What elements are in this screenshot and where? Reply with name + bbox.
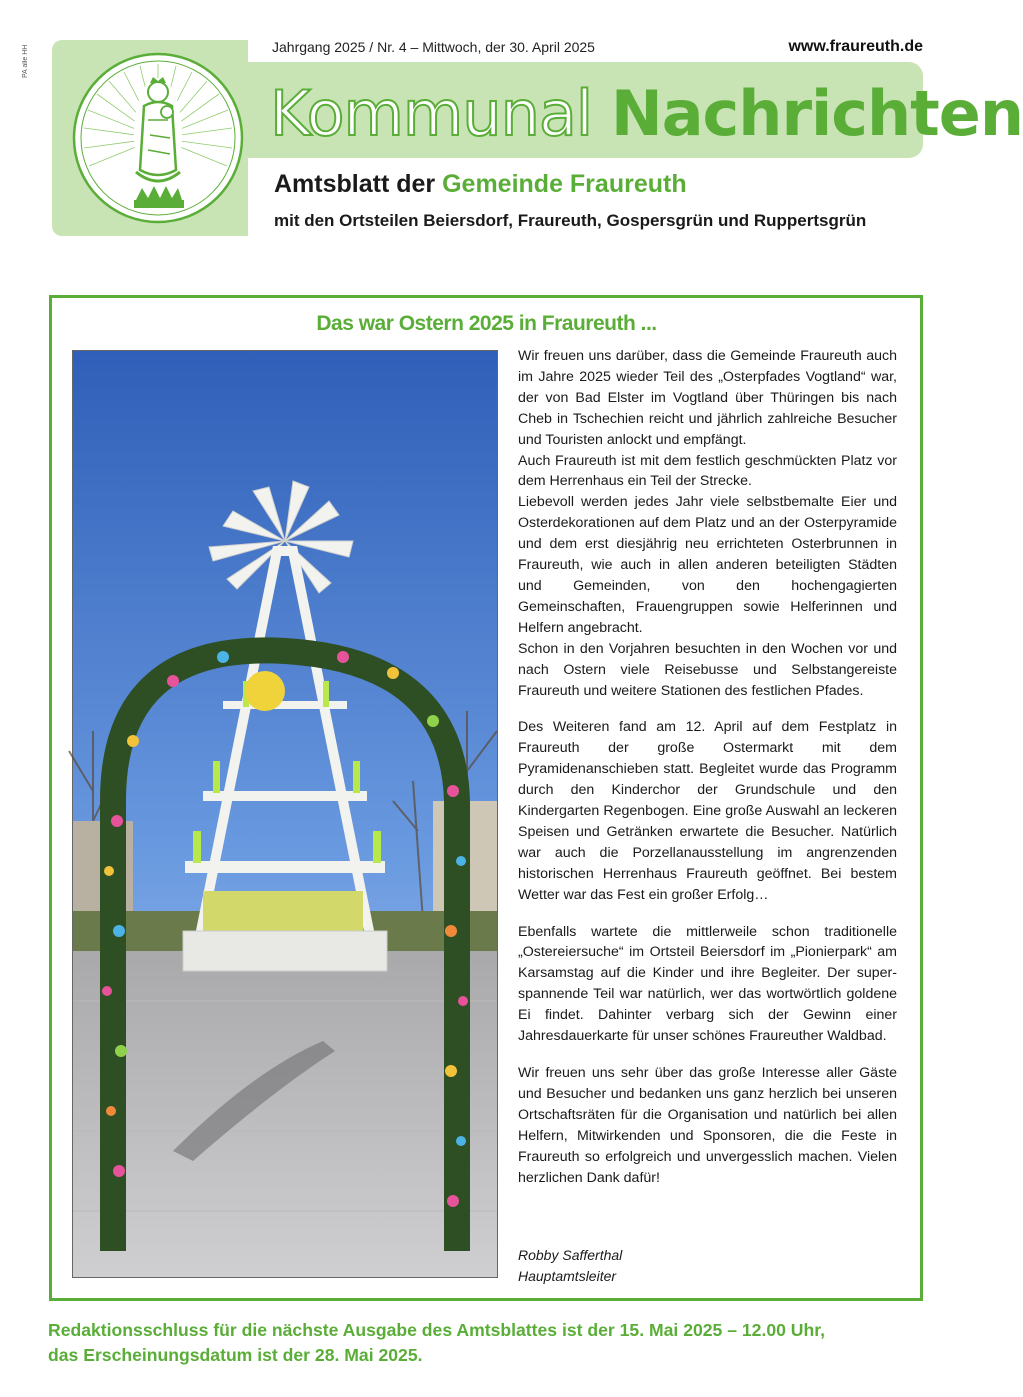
article-paragraph: Wir freuen uns sehr über das große Interesse aller Gäste und Besucher und bedanken uns ganz herzlich bei unseren Ortschaftsräten für die Organisation und natürlich bei allen Helfern, Mitwirkenden und Sponsoren, die die Feste in Fraureuth so erfolgreich und unvergesslich machen. Vielen herzlichen Dank dafür! <box>518 1065 897 1186</box>
masthead-title <box>270 78 1023 150</box>
subtitle <box>274 170 687 199</box>
issue-line: Jahrgang 2025 / Nr. 4 – Mittwoch, der 30. April 2025 <box>272 39 595 55</box>
deadline-line-1: Redaktionsschluss für die nächste Ausgabe des Amtsblattes ist der 15. Mai 2025 – 12.00 Uhr, <box>48 1320 826 1340</box>
article-title: Das war Ostern 2025 in Fraureuth ... <box>316 312 657 335</box>
article-paragraph: Schon in den Vorjahren besuchten in den Wochen vor und nach Ostern viele Reisebusse und Selbstangereiste Fraureuth und weitere Stationen des festlichen Pfades. <box>518 640 897 699</box>
website-link[interactable]: www.fraureuth.de <box>788 38 923 55</box>
deadline-notice <box>48 1318 825 1368</box>
deadline-line-2: das Erscheinungsdatum ist der 28. Mai 2025. <box>48 1345 423 1365</box>
article-paragraph: Des Weiteren fand am 12. April auf dem Festplatz in Fraureuth der große Ostermarkt mit dem Pyramidenanschieben statt. Begleitet wurde das Programm durch den Kinderchor der Grundschule und den Kindergarten Regenbogen. Eine große Auswahl an leckeren Speisen und Getränken erwartete die Besucher. Natürlich war auch die Porzellanausstellung im angrenzenden historischen Herrenhaus Fraureuth geöffnet. Bei bestem Wetter war das Fest ein großer Erfolg… <box>518 719 897 903</box>
print-note: PA alle HH <box>22 44 29 78</box>
madonna-emblem-icon <box>70 50 246 226</box>
article-body <box>518 346 897 1188</box>
article-paragraph: Ebenfalls wartete die mittlerweile schon traditionelle „Ostereiersuche“ im Ortsteil Beiersdorf im „Pionierpark“ am Karsamstag auf die Kinder und ihre Begleiter. Der super-spannende Teil war natürlich, wer das wortwörtlich goldene Ei findet. Dahinter verbarg sich der Gewinn einer Jahresdauerkarte für unser schönes Fraureuther Waldbad. <box>518 923 897 1045</box>
districts-line: mit den Ortsteilen Beiersdorf, Fraureuth, Gospersgrün und Ruppertsgrün <box>274 211 867 230</box>
signature-name: Robby Safferthal <box>518 1247 623 1263</box>
subtitle-highlight: Gemeinde Fraureuth <box>442 170 687 198</box>
subtitle-prefix: Amtsblatt der <box>274 170 436 198</box>
masthead-solid-word: Nachrichten <box>610 77 1023 150</box>
easter-pyramid-photo <box>72 350 498 1278</box>
masthead-outline-word: Kommunal <box>270 77 593 150</box>
article-paragraph: Wir freuen uns darüber, dass die Gemeinde Fraureuth auch im Jahre 2025 wieder Teil des „Osterpfades Vogtland“ war, der von Bad Elster im Vogtland über Thüringen bis nach Cheb in Tschechien reicht und jährlich zahlreiche Besucher und Touristen anlockt und empfängt. <box>518 348 897 448</box>
article-paragraph: Auch Fraureuth ist mit dem festlich geschmückten Platz vor dem Herrenhaus ein Teil der Strecke. <box>518 452 897 490</box>
signature <box>518 1245 622 1286</box>
signature-role: Hauptamtsleiter <box>518 1267 617 1284</box>
article-paragraph: Liebevoll werden jedes Jahr viele selbstbemalte Eier und Osterdekorationen auf dem Platz und an der Osterpyramide und dem erst diesjährig neu errichteten Osterbrunnen in Fraureuth, wie auch in allen anderen beteiligten Städten und Gemeinden, von den hochengagierten Gemeinschaften, Frauengruppen sowie Helferinnen und Helfern angebracht. <box>518 494 897 636</box>
